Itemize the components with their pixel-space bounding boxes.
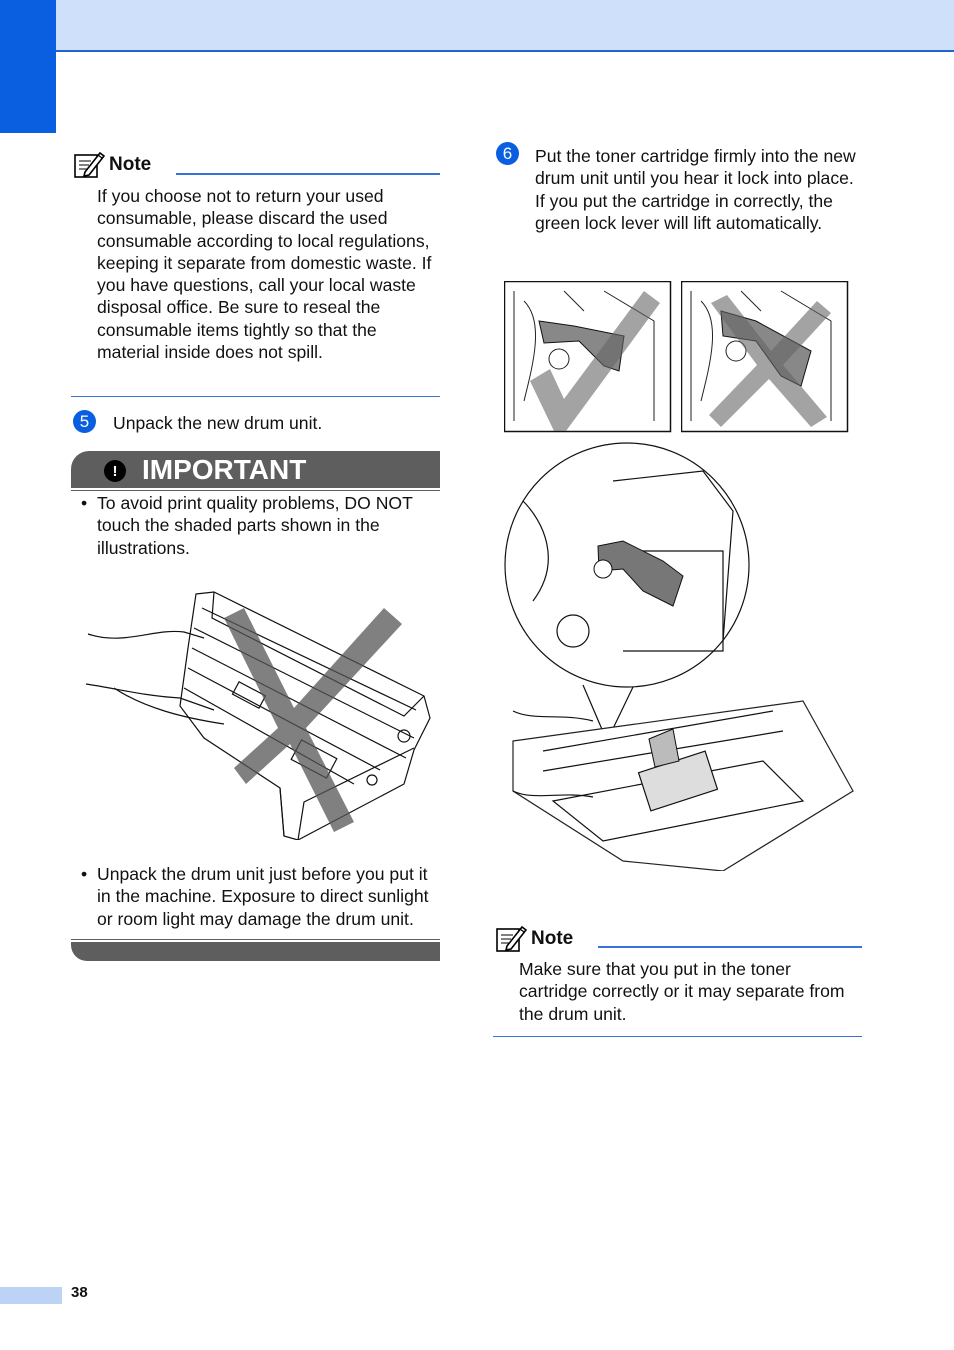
incorrect-install-panel (681, 281, 849, 433)
chapter-tab (0, 0, 56, 133)
important-rule (71, 490, 440, 491)
important-footer-bar (71, 942, 440, 961)
left-note-title: Note (109, 154, 152, 175)
step-5-badge: 5 (73, 410, 96, 433)
correct-install-panel (504, 281, 672, 433)
bullet-marker: • (81, 493, 88, 513)
right-note-title: Note (531, 928, 574, 949)
note-pencil-icon (73, 150, 105, 180)
left-note-end-rule (71, 396, 440, 397)
drum-unit-illustration (84, 588, 434, 840)
important-title: IMPORTANT (142, 454, 307, 485)
left-note-text: If you choose not to return your used consumable, please discard the used consumable according to local regulations, keeping it separate from domestic waste. If you have questions, call your local waste disposal office. Be sure to reseal the consumable items tightly so that the material inside does not spill. (97, 186, 432, 363)
right-note-text: Make sure that you put in the toner cartridge correctly or it may separate from the drum unit. (519, 959, 845, 1024)
step-5-text: Unpack the new drum unit. (113, 413, 323, 433)
right-note-end-rule (493, 1036, 862, 1037)
left-note-header (73, 150, 151, 180)
important-bullet-2: Unpack the drum unit just before you put it in the machine. Exposure to direct sunlight or room light may damage the drum unit. (97, 864, 429, 929)
step-6-text: Put the toner cartridge firmly into the new drum unit until you hear it lock into place. If you put the cartridge in correctly, the green lock lever will lift automatically. (535, 146, 856, 233)
note-pencil-icon (495, 924, 527, 954)
important-footer-rule (71, 939, 440, 940)
bullet-marker: • (81, 864, 88, 884)
footer-tab (0, 1287, 62, 1304)
toner-cartridge-illustration (503, 441, 855, 871)
left-note-rule (176, 173, 440, 175)
important-bullet-1: To avoid print quality problems, DO NOT touch the shaded parts shown in the illustrations. (97, 493, 413, 558)
exclamation-icon: ! (104, 460, 126, 482)
right-note-header (495, 924, 573, 954)
step-6-badge: 6 (496, 142, 519, 165)
header-band (0, 0, 954, 52)
page-number: 38 (71, 1284, 88, 1301)
right-note-rule (598, 946, 862, 948)
